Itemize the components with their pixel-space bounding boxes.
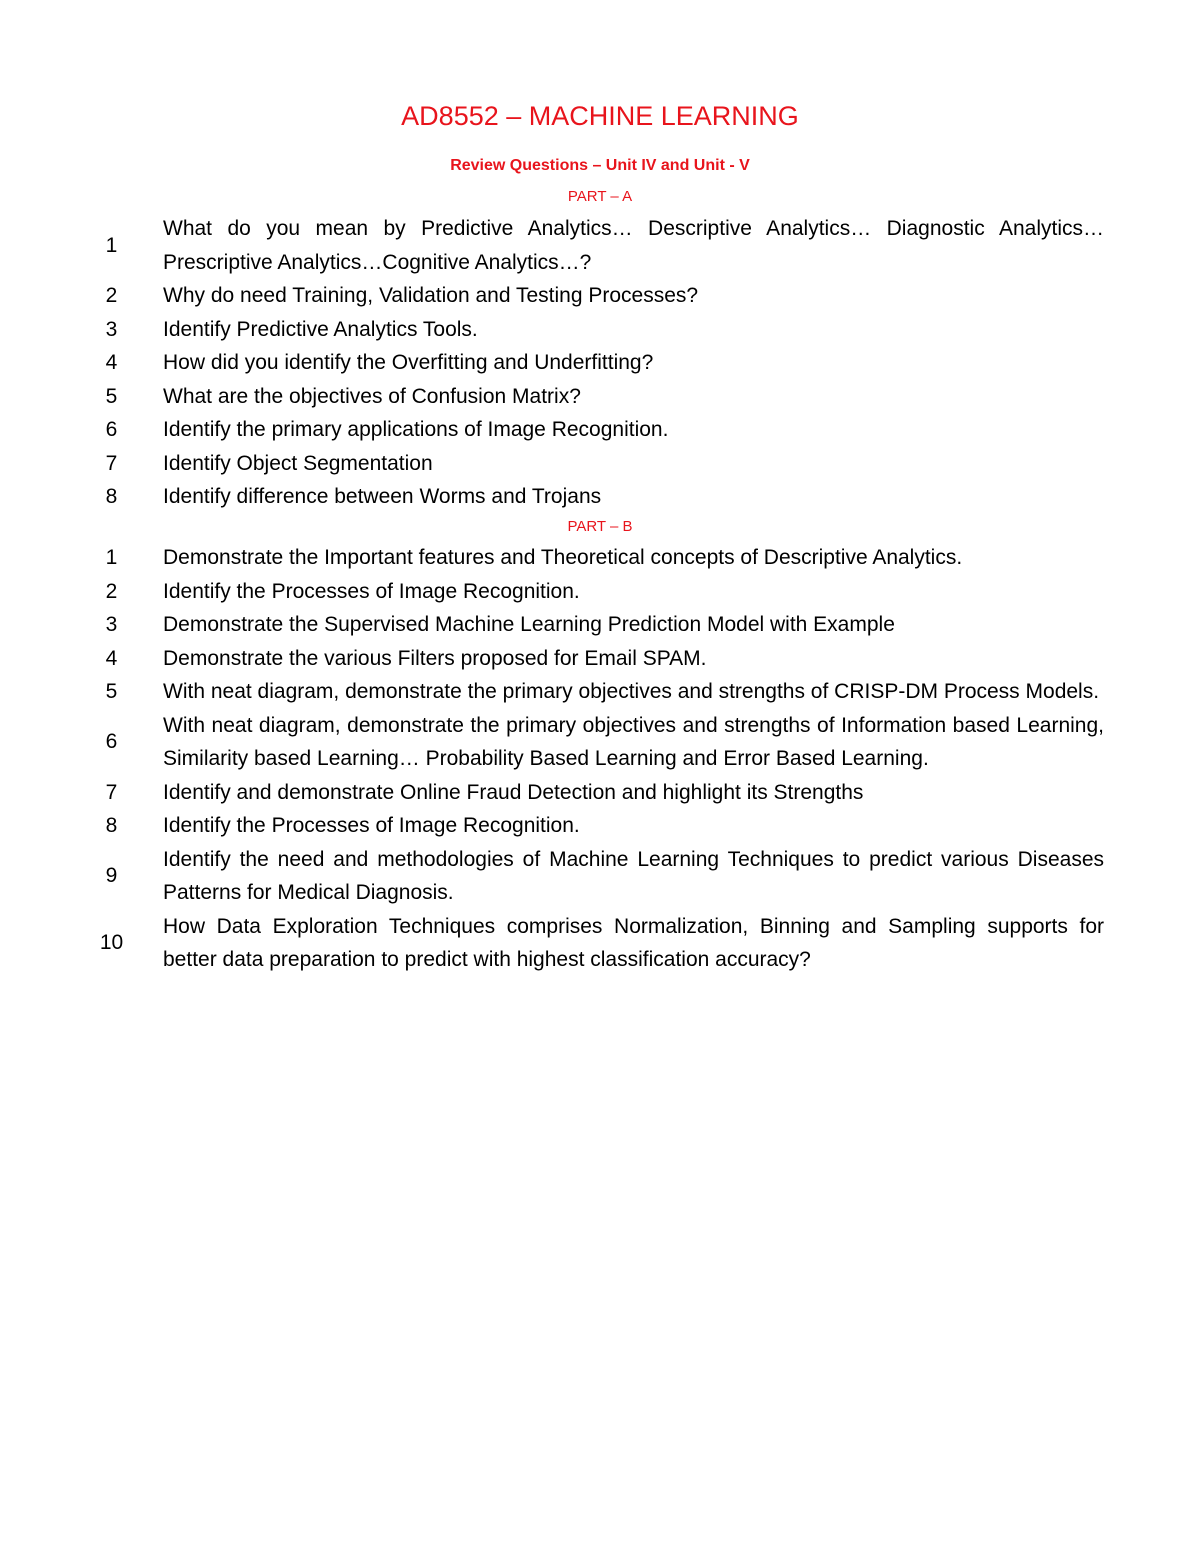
question-text: Identify the primary applications of Image Recognition. [163,418,669,441]
question-text: With neat diagram, demonstrate the primary objectives and strengths of Information based Learning, Similarity based Learning… Probability Based Learning and Error Based Learning. [163,713,1104,770]
question-row [88,910,1104,977]
question-row [88,709,1104,776]
part-b-heading: PART – B [567,518,633,535]
question-row [88,447,1104,481]
part-a-heading: PART – A [567,188,633,205]
question-number: 5 [105,680,118,703]
question-row [88,346,1104,380]
question-text: Identify the Processes of Image Recognition. [163,814,580,837]
question-row [88,675,1104,709]
question-number: 7 [105,451,118,475]
question-number: 5 [105,384,118,408]
question-text: Identify the need and methodologies of Machine Learning Techniques to predict various Diseases Patterns for Medical Diagnosis. [163,847,1104,904]
question-row [88,413,1104,447]
question-text: Identify Predictive Analytics Tools. [163,317,478,341]
question-text: How Data Exploration Techniques comprises Normalization, Binning and Sampling supports for better data preparation to predict with highest classification accuracy? [163,914,1104,971]
question-row [88,575,1104,609]
question-row [88,279,1104,313]
question-text: What do you mean by Predictive Analytics… Descriptive Analytics… Diagnostic Analytics…Prescriptive Analytics…Cognitive Analytics…? [163,217,1104,274]
part-b-question-list [88,541,1104,977]
question-row [88,809,1104,843]
document-title: AD8552 – MACHINE LEARNING [401,101,799,131]
question-text: Demonstrate the Important features and Theoretical concepts of Descriptive Analytics. [163,546,963,569]
question-text: Demonstrate the Supervised Machine Learning Prediction Model with Example [163,613,895,636]
question-text: What are the objectives of Confusion Matrix? [163,384,581,408]
question-number: 2 [105,284,118,307]
question-number: 1 [105,233,118,257]
question-number: 3 [105,317,118,341]
question-row [88,380,1104,414]
question-text: Identify the Processes of Image Recognition. [163,579,580,603]
question-number: 4 [105,351,118,374]
question-row [88,541,1104,575]
question-row [88,843,1104,910]
question-text: Why do need Training, Validation and Testing Processes? [163,284,699,307]
document-subtitle: Review Questions – Unit IV and Unit - V [450,157,750,174]
question-number: 8 [105,814,118,837]
question-row [88,642,1104,676]
question-text: Identify Object Segmentation [163,451,433,475]
question-number: 2 [105,579,118,603]
question-row [88,776,1104,810]
question-row [88,212,1104,279]
question-row [88,608,1104,642]
question-row [88,480,1104,514]
question-text: With neat diagram, demonstrate the primary objectives and strengths of CRISP-DM Process Models. [163,680,1100,703]
question-row [88,313,1104,347]
question-text: Identify difference between Worms and Trojans [163,485,602,508]
question-text: Identify and demonstrate Online Fraud Detection and highlight its Strengths [163,780,864,804]
question-number: 7 [105,780,118,804]
question-number: 8 [105,485,118,508]
question-text: Demonstrate the various Filters proposed for Email SPAM. [163,646,707,670]
question-number: 9 [105,864,118,888]
part-a-question-list [88,212,1104,514]
question-number: 10 [99,931,124,955]
question-number: 6 [105,418,118,441]
question-number: 6 [105,730,118,754]
question-number: 1 [105,546,118,569]
question-text: How did you identify the Overfitting and Underfitting? [163,351,654,374]
question-number: 3 [105,613,118,636]
question-number: 4 [105,646,118,670]
